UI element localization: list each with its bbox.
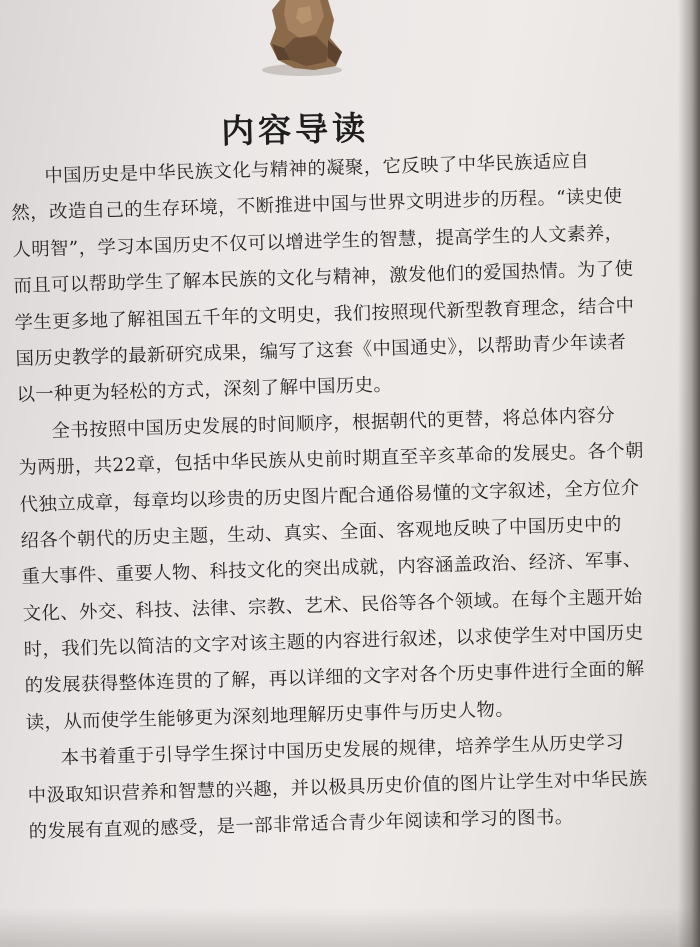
text-line: 以一种更为轻松的方式，深刻了解中国历史。 [16,374,393,407]
text-line: 本书着重于引导学生探讨中国历史发展的规律，培养学生从历史学习 [60,732,625,770]
text-line: 的发展有直观的感受，是一部非常适合青少年阅读和学习的图书。 [28,806,574,843]
page-bottom-shadow [0,907,700,947]
text-line: 的发展获得整体连贯的了解，再以详细的文字对各个历史事件进行全面的解 [24,658,645,698]
body-text [10,142,689,852]
text-line: 学生更多地了解祖国五千年的文明史，我们按照现代新型教育理念，结合中 [14,295,635,334]
page-title: 内容导读 [220,108,370,151]
paragraph-1 [10,142,677,415]
text-line: 为两册，共22章，包括中华民族从史前时期直至辛亥革命的发展史。各个朝 [18,440,645,480]
text-line: 国历史教学的最新研究成果，编写了这套《中国通史》，以帮助青少年读者 [15,331,627,370]
page-edge-shadow [678,0,700,947]
text-line: 人明智”，学习本国历史不仅可以增进学生的智慧，提高学生的人文素养， [12,222,624,261]
text-line: 文化、外交、科技、法律、宗教、艺术、民俗等各个领域。在每个主题开始 [22,586,643,625]
text-line: 时，我们先以简洁的文字对该主题的内容进行叙述，以求使学生对中国历史 [23,622,644,661]
terracotta-figurine-image [250,0,350,78]
text-line: 读，从而使学生能够更为深刻地理解历史事件与历史人物。 [25,699,515,734]
text-line: 绍各个朝代的历史主题，生动、真实、全面、客观地反映了中国历史中的 [20,513,623,552]
paragraph-3 [26,724,689,852]
text-line: 然，改造自己的生存环境，不断推进中国与世界文明进步的历程。“读史使 [11,186,623,225]
text-line: 而且可以帮助学生了解本民族的文化与精神，激发他们的爱国热情。为了使 [13,258,634,298]
text-line: 代独立成章，每章均以珍贵的历史图片配合通俗易懂的文字叙述，全方位介 [19,477,640,516]
text-line: 重大事件、重要人物、科技文化的突出成就，内容涵盖政治、经济、军事、 [21,549,642,589]
text-line: 中汲取知识营养和智慧的兴趣，并以极具历史价值的图片让学生对中华民族 [27,768,648,807]
paragraph-2 [17,396,686,742]
text-line: 全书按照中国历史发展的时间顺序，根据朝代的更替，将总体内容分 [51,404,616,442]
text-line: 中国历史是中华民族文化与精神的凝聚，它反映了中华民族适应自 [44,150,590,188]
